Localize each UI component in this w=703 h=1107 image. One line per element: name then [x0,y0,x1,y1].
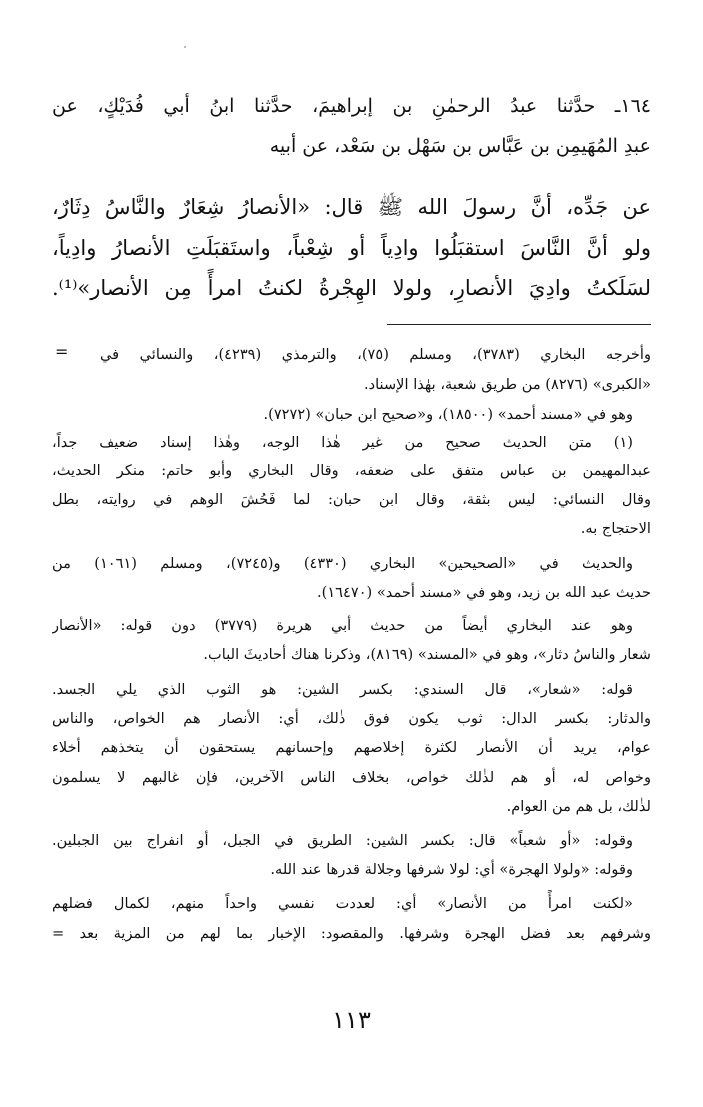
hadith-body-line-2: ولو أنَّ النَّاسَ استقبَلُوا وادِياً أو شِعْباً، واستَقبَلَتِ الأنصارُ وادِياً، [52,236,651,260]
footnote-line-7: الاحتجاج به. [580,520,651,537]
footnote-line-3: وهو في «مسند أحمد» (١٨٥٠٠)، و«صحيح ابن حبان» (٧٢٧٢). [263,406,633,423]
footnote-line-6: وقال النسائي: ليس بثقة، وقال ابن حبان: لما فَحُشَ الوهم في روايته، بطل [52,491,651,508]
footnote-line-9: حديث عبد الله بن زيد، وهو في «مسند أحمد» (١٦٤٧٠). [317,584,651,601]
footnote-line-4: (١) متن الحديث صحيح من غير هٰذا الوجه، وهٰذا إسناد ضعيف جداً، [52,434,633,451]
footnote-line-20: وشرفهم بعد فضل الهجرة وشرفها. والمقصود: الإخبار بما لهم من المزية بعد = [52,925,651,942]
footnote-line-16: لذٰلك، بل هم من العوام. [506,798,651,815]
hadith-head-line-1: ١٦٤ـ حدَّثنا عبدُ الرحمٰنِ بن إبراهيمَ، حدَّثنا ابنُ أبي فُدَيْكٍ، عن [52,95,651,117]
footnote-line-13: والدثار: بكسر الدال: ثوب يكون فوق ذٰلك، أي: الأنصار هم الخواص، والناس [52,710,651,727]
footnote-line-8: والحديث في «الصحيحين» البخاري (٤٣٣٠) و(٧٢٤٥)، ومسلم (١٠٦١) من [52,555,633,572]
footnote-line-18: وقوله: «ولولا الهجرة» أي: لولا شرفها وجلالة قدرها عند الله. [270,861,633,878]
footnote-line-10: وهو عند البخاري أيضاً من حديث أبي هريرة (٣٧٧٩) دون قوله: «الأنصار [52,617,633,634]
footnote-line-15: وخواص له، أو هم لذٰلك خواص، بخلاف الناس الآخرين، فإن غالبهم لا يسلمون [52,769,651,786]
page-number: ١١٣ [332,1006,371,1034]
footnote-line-17: وقوله: «أو شعباً» قال: بكسر الشين: الطريق في الجبل، أو انفراج بين الجبلين. [52,832,633,849]
speck [184,46,186,48]
hadith-body-line-3: لسَلَكتُ وادِيَ الأنصارِ، ولولا الهِجْرةُ لكنتُ امرأً مِن الأنصار»⁽¹⁾. [52,276,651,300]
footnote-line-11: شعار والناسُ دثار»، وهو في «المسند» (٨١٦٩)، وذكرنا هناك أحاديثَ الباب. [203,646,651,663]
footnote-line-19: «لكنت امرأً من الأنصار» أي: لعددت نفسي واحداً منهم، لكمال فضلهم [52,895,633,912]
footnote-line-5: عبدالمهيمن بن عباس متفق على ضعفه، وقال البخاري وأبو حاتم: منكر الحديث، [52,462,651,479]
footnote-line-2: «الكبرى» (٨٢٧٦) من طريق شعبة، بهٰذا الإسناد. [363,376,651,393]
hadith-head-line-2: عبدِ المُهَيمِن بن عَبَّاس بن سَهْل بن سَعْد، عن أبيه [269,135,651,157]
footnote-separator [387,324,651,325]
footnote-line-1: وأخرجه البخاري (٣٧٨٣)، ومسلم (٧٥)، والترمذي (٤٢٣٩)، والنسائي في [100,346,651,363]
hadith-body-line-1: عن جَدِّه، أنَّ رسولَ الله ﷺ قال: «الأنصارُ شِعَارٌ والنَّاسُ دِثَارٌ، [52,195,651,219]
footnote-line-12: قوله: «شعار»، قال السندي: بكسر الشين: هو الثوب الذي يلي الجسد. [52,681,633,698]
footnote-line-14: عوام، يريد أن الأنصار لكثرة إخلاصهم وإحسانهم يستحقون أن يتخذهم أخلاء [52,739,651,756]
continuation-mark: = [55,342,69,361]
